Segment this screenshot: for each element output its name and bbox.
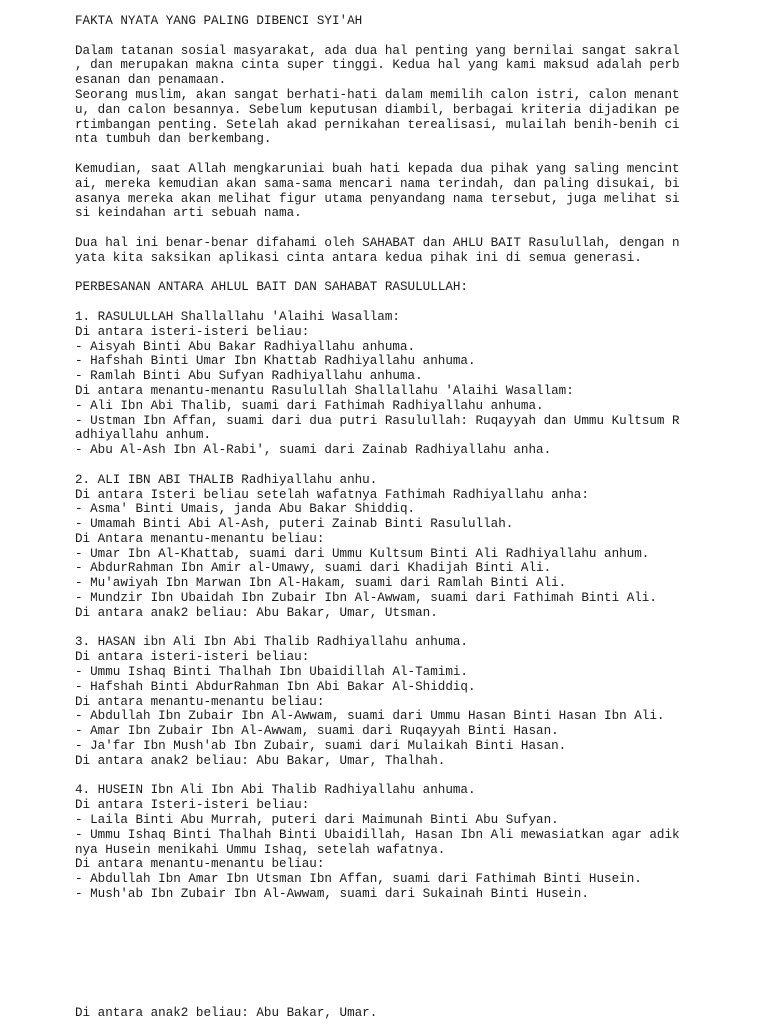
text-line: - Abdullah Ibn Amar Ibn Utsman Ibn Affan, suami dari Fathimah Binti Husein. [75,872,642,887]
text-line: asanya mereka akan melihat figur utama penyandang nama tersebut, juga melihat si [75,191,680,206]
text-line: PERBESANAN ANTARA AHLUL BAIT DAN SAHABAT RASULULLAH: [75,280,468,295]
text-line: u, dan calon besannya. Sebelum keputusan diambil, berbagai kriteria dijadikan pe [75,102,680,117]
text-line: - Umar Ibn Al-Khattab, suami dari Ummu Kultsum Binti Ali Radhiyallahu anhum. [75,546,650,561]
blank-line [75,29,695,44]
text-line: nya Husein menikahi Ummu Ishaq, setelah wafatnya. [75,842,446,857]
text-line: Dua hal ini benar-benar difahami oleh SAHABAT dan AHLU BAIT Rasulullah, dengan n [75,235,680,250]
document-body [75,14,695,902]
text-line: si keindahan arti sebuah nama. [75,206,302,221]
text-line: - Abu Al-Ash Ibn Al-Rabi', suami dari Zainab Radhiyallahu anha. [75,443,552,458]
text-line: Di antara menantu-menantu beliau: [75,694,325,709]
blank-line [75,458,695,473]
text-line: - Aisyah Binti Abu Bakar Radhiyallahu anhuma. [75,339,416,354]
text-line: rtimbangan penting. Setelah akad pernikahan terealisasi, mulailah benih-benih ci [75,117,680,132]
text-line: Di antara anak2 beliau: Abu Bakar, Umar, Thalhah. [75,753,446,768]
text-line: Di antara menantu-menantu beliau: [75,857,325,872]
blank-line [75,221,695,236]
text-line: , dan merupakan makna cinta super tinggi. Kedua hal yang kami maksud adalah perb [75,58,680,73]
text-line: Di antara Isteri beliau setelah wafatnya Fathimah Radhiyallahu anha: [75,487,589,502]
text-line: 1. RASULULLAH Shallallahu 'Alaihi Wasallam: [75,309,400,324]
text-line: - Asma' Binti Umais, janda Abu Bakar Shiddiq. [75,502,416,517]
text-line: adhiyallahu anhum. [75,428,212,443]
blank-line [75,769,695,784]
text-line: - Mush'ab Ibn Zubair Ibn Al-Awwam, suami dari Sukainah Binti Husein. [75,887,589,902]
text-line: Di Antara menantu-menantu beliau: [75,531,325,546]
text-line: Di antara menantu-menantu Rasulullah Shallallahu 'Alaihi Wasallam: [75,383,574,398]
text-line: - Ummu Ishaq Binti Thalhah Binti Ubaidillah, Hasan Ibn Ali mewasiatkan agar adik [75,827,680,842]
text-line: - Amar Ibn Zubair Ibn Al-Awwam, suami dari Ruqayyah Binti Hasan. [75,724,559,739]
text-line: Seorang muslim, akan sangat berhati-hati dalam memilih calon istri, calon menant [75,87,680,102]
blank-line [75,295,695,310]
text-line: Di antara Isteri-isteri beliau: [75,798,310,813]
text-line: Di antara isteri-isteri beliau: [75,650,310,665]
text-line: 3. HASAN ibn Ali Ibn Abi Thalib Radhiyallahu anhuma. [75,635,468,650]
text-line: - Mundzir Ibn Ubaidah Ibn Zubair Ibn Al-Awwam, suami dari Fathimah Binti Ali. [75,591,657,606]
blank-line [75,266,695,281]
text-line: 2. ALI IBN ABI THALIB Radhiyallahu anhu. [75,472,378,487]
text-line: - Ummu Ishaq Binti Thalhah Ibn Ubaidillah Al-Tamimi. [75,665,468,680]
text-line: 4. HUSEIN Ibn Ali Ibn Abi Thalib Radhiyallahu anhuma. [75,783,476,798]
text-line: yata kita saksikan aplikasi cinta antara kedua pihak ini di semua generasi. [75,250,642,265]
text-line: Di antara isteri-isteri beliau: [75,324,310,339]
text-line: Kemudian, saat Allah mengkaruniai buah hati kepada dua pihak yang saling mencint [75,161,680,176]
text-line: Dalam tatanan sosial masyarakat, ada dua hal penting yang bernilai sangat sakral [75,43,680,58]
text-line: - Ustman Ibn Affan, suami dari dua putri Rasulullah: Ruqayyah dan Ummu Kultsum R [75,413,680,428]
text-line: - Mu'awiyah Ibn Marwan Ibn Al-Hakam, suami dari Ramlah Binti Ali. [75,576,567,591]
text-line: ai, mereka kemudian akan sama-sama mencari nama terindah, dan paling disukai, bi [75,176,680,191]
document-title: FAKTA NYATA YANG PALING DIBENCI SYI'AH [75,14,363,28]
text-line: - Ja'far Ibn Mush'ab Ibn Zubair, suami dari Mulaikah Binti Hasan. [75,739,567,754]
blank-line [75,621,695,636]
text-line: - Umamah Binti Abi Al-Ash, puteri Zainab Binti Rasulullah. [75,517,514,532]
text-line: - Hafshah Binti Umar Ibn Khattab Radhiyallahu anhuma. [75,354,476,369]
text-line: - Hafshah Binti AbdurRahman Ibn Abi Bakar Al-Shiddiq. [75,679,476,694]
text-line: esanan dan penamaan. [75,73,227,88]
text-line: nta tumbuh dan berkembang. [75,132,272,147]
blank-line [75,147,695,162]
text-line: - Ali Ibn Abi Thalib, suami dari Fathimah Radhiyallahu anhuma. [75,398,544,413]
text-line: Di antara anak2 beliau: Abu Bakar, Umar, Utsman. [75,605,438,620]
text-line: - Laila Binti Abu Murrah, puteri dari Maimunah Binti Abu Sufyan. [75,813,559,828]
text-line: - Ramlah Binti Abu Sufyan Radhiyallahu anhuma. [75,369,423,384]
document-footer-line: Di antara anak2 beliau: Abu Bakar, Umar. [75,1006,378,1020]
text-line: - Abdullah Ibn Zubair Ibn Al-Awwam, suami dari Ummu Hasan Binti Hasan Ibn Ali. [75,709,665,724]
text-line: - AbdurRahman Ibn Amir al-Umawy, suami dari Khadijah Binti Ali. [75,561,552,576]
